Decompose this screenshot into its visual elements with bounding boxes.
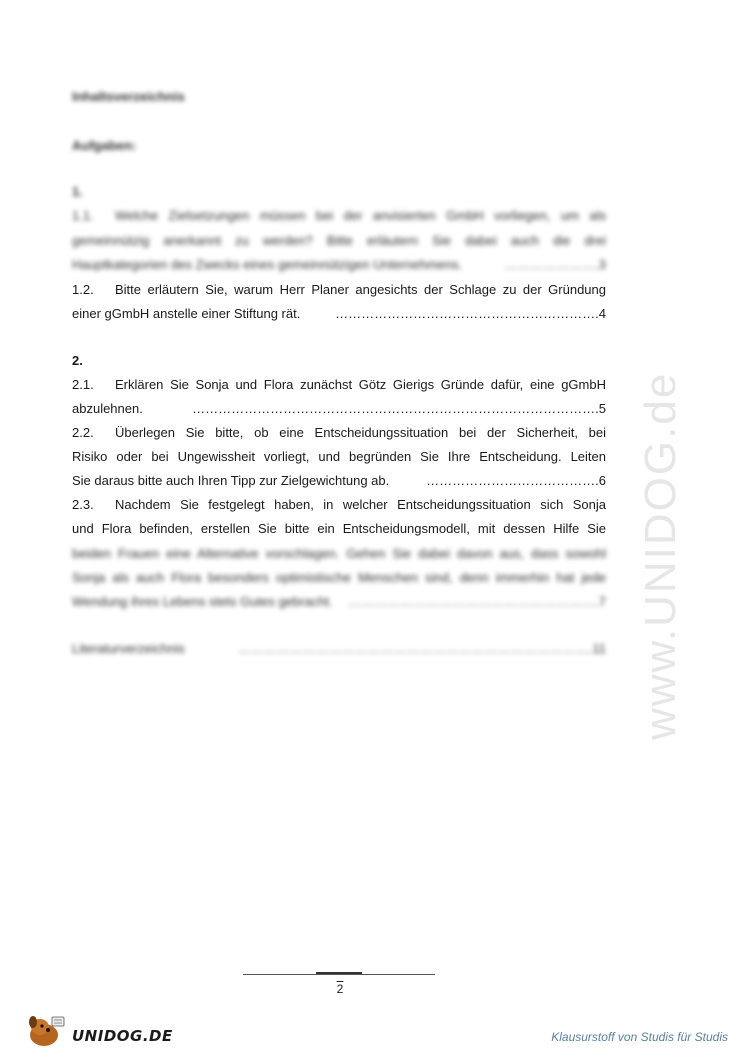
footer-tagline: Klausurstoff von Studis für Studis [551, 1030, 728, 1044]
bibliography-entry: Literaturverzeichnis ………………………………………………………………………. 11 [72, 641, 606, 656]
unidog-logo [22, 1013, 173, 1049]
item-2-2-page: 6 [598, 473, 606, 488]
bibliography-page: 11 [592, 641, 606, 656]
item-1-1-line2: gemeinnützig anerkannt zu werden? Bitte erläutern Sie dabei auch die drei [72, 233, 606, 248]
watermark: www.UNIDOG.de [636, 371, 685, 740]
item-1-2-line1: 1.2. Bitte erläutern Sie, warum Herr Planer angesichts der Schlage zu der Gründung [72, 282, 606, 297]
item-2-3-line1: 2.3. Nachdem Sie festgelegt haben, in welcher Entscheidungssituation sich Sonja [72, 497, 606, 512]
item-2-1-line1: 2.1. Erklären Sie Sonja und Flora zunächst Götz Gierigs Gründe dafür, eine gGmbH [72, 377, 606, 392]
item-1-1-number: 1.1. [72, 208, 94, 223]
item-1-1-line1: 1.1. Welche Zielsetzungen müssen bei der anvisierten GmbH vorliegen, um als [72, 208, 606, 223]
dog-mascot-icon [22, 1013, 72, 1049]
item-2-1-line2: abzulehnen. …………………………………………………………………………………. 5 [72, 401, 606, 416]
footer-rule-mark [316, 972, 362, 974]
page-number: 2 [336, 982, 344, 996]
toc-heading: Inhaltsverzeichnis [72, 89, 185, 104]
item-2-3-line5: Wendung ihres Lebens stets Gutes gebracht. …………………………………………………. 7 [72, 594, 606, 609]
logo-text: UNIDOG.DE [72, 1027, 173, 1045]
item-2-3-number: 2.3. [72, 497, 94, 512]
item-1-2-leader: ……………………………………………………. [335, 306, 599, 321]
section-1-label: 1. [72, 184, 83, 199]
footer-rule [243, 974, 435, 975]
item-2-2-line1: 2.2. Überlegen Sie bitte, ob eine Entscheidungssituation bei der Sicherheit, bei [72, 425, 606, 440]
section-2-label: 2. [72, 353, 83, 368]
item-1-1-line3: Hauptkategorien des Zwecks eines gemeinnützigen Unternehmens. …………………. 3 [72, 257, 606, 272]
item-1-2-number: 1.2. [72, 282, 94, 297]
item-1-1-page: 3 [598, 257, 606, 272]
item-2-3-page: 7 [598, 594, 606, 609]
item-2-3-line2: und Flora befinden, erstellen Sie bitte ein Entscheidungsmodell, mit dessen Hilfe Sie [72, 521, 606, 536]
item-2-3-line4: Sonja als auch Flora besonders optimistische Menschen sind, denn immerhin hat jede [72, 570, 606, 585]
item-2-1-number: 2.1. [72, 377, 94, 392]
item-1-2-page: 4 [598, 306, 606, 321]
item-1-2-line2: einer gGmbH anstelle einer Stiftung rät. ……………………………………………………. 4 [72, 306, 606, 321]
toc-subheading: Aufgaben: [72, 138, 137, 153]
item-2-3-leader: …………………………………………………. [348, 594, 599, 609]
item-2-1-leader: …………………………………………………………………………………. [192, 401, 599, 416]
item-2-1-page: 5 [598, 401, 606, 416]
item-2-2-line3: Sie daraus bitte auch Ihren Tipp zur Zielgewichtung ab. …………………………………. 6 [72, 473, 606, 488]
item-1-1-leader: …………………. [504, 257, 599, 272]
item-2-3-line3: beiden Frauen eine Alternative vorschlagen. Gehen Sie dabei davon aus, dass sowohl [72, 546, 606, 561]
item-2-2-leader: …………………………………. [426, 473, 599, 488]
item-2-2-line2: Risiko oder bei Ungewissheit vorliegt, und begründen Sie Ihre Entscheidung. Leiten [72, 449, 606, 464]
item-2-2-number: 2.2. [72, 425, 94, 440]
bibliography-leader: ………………………………………………………………………. [237, 641, 593, 656]
